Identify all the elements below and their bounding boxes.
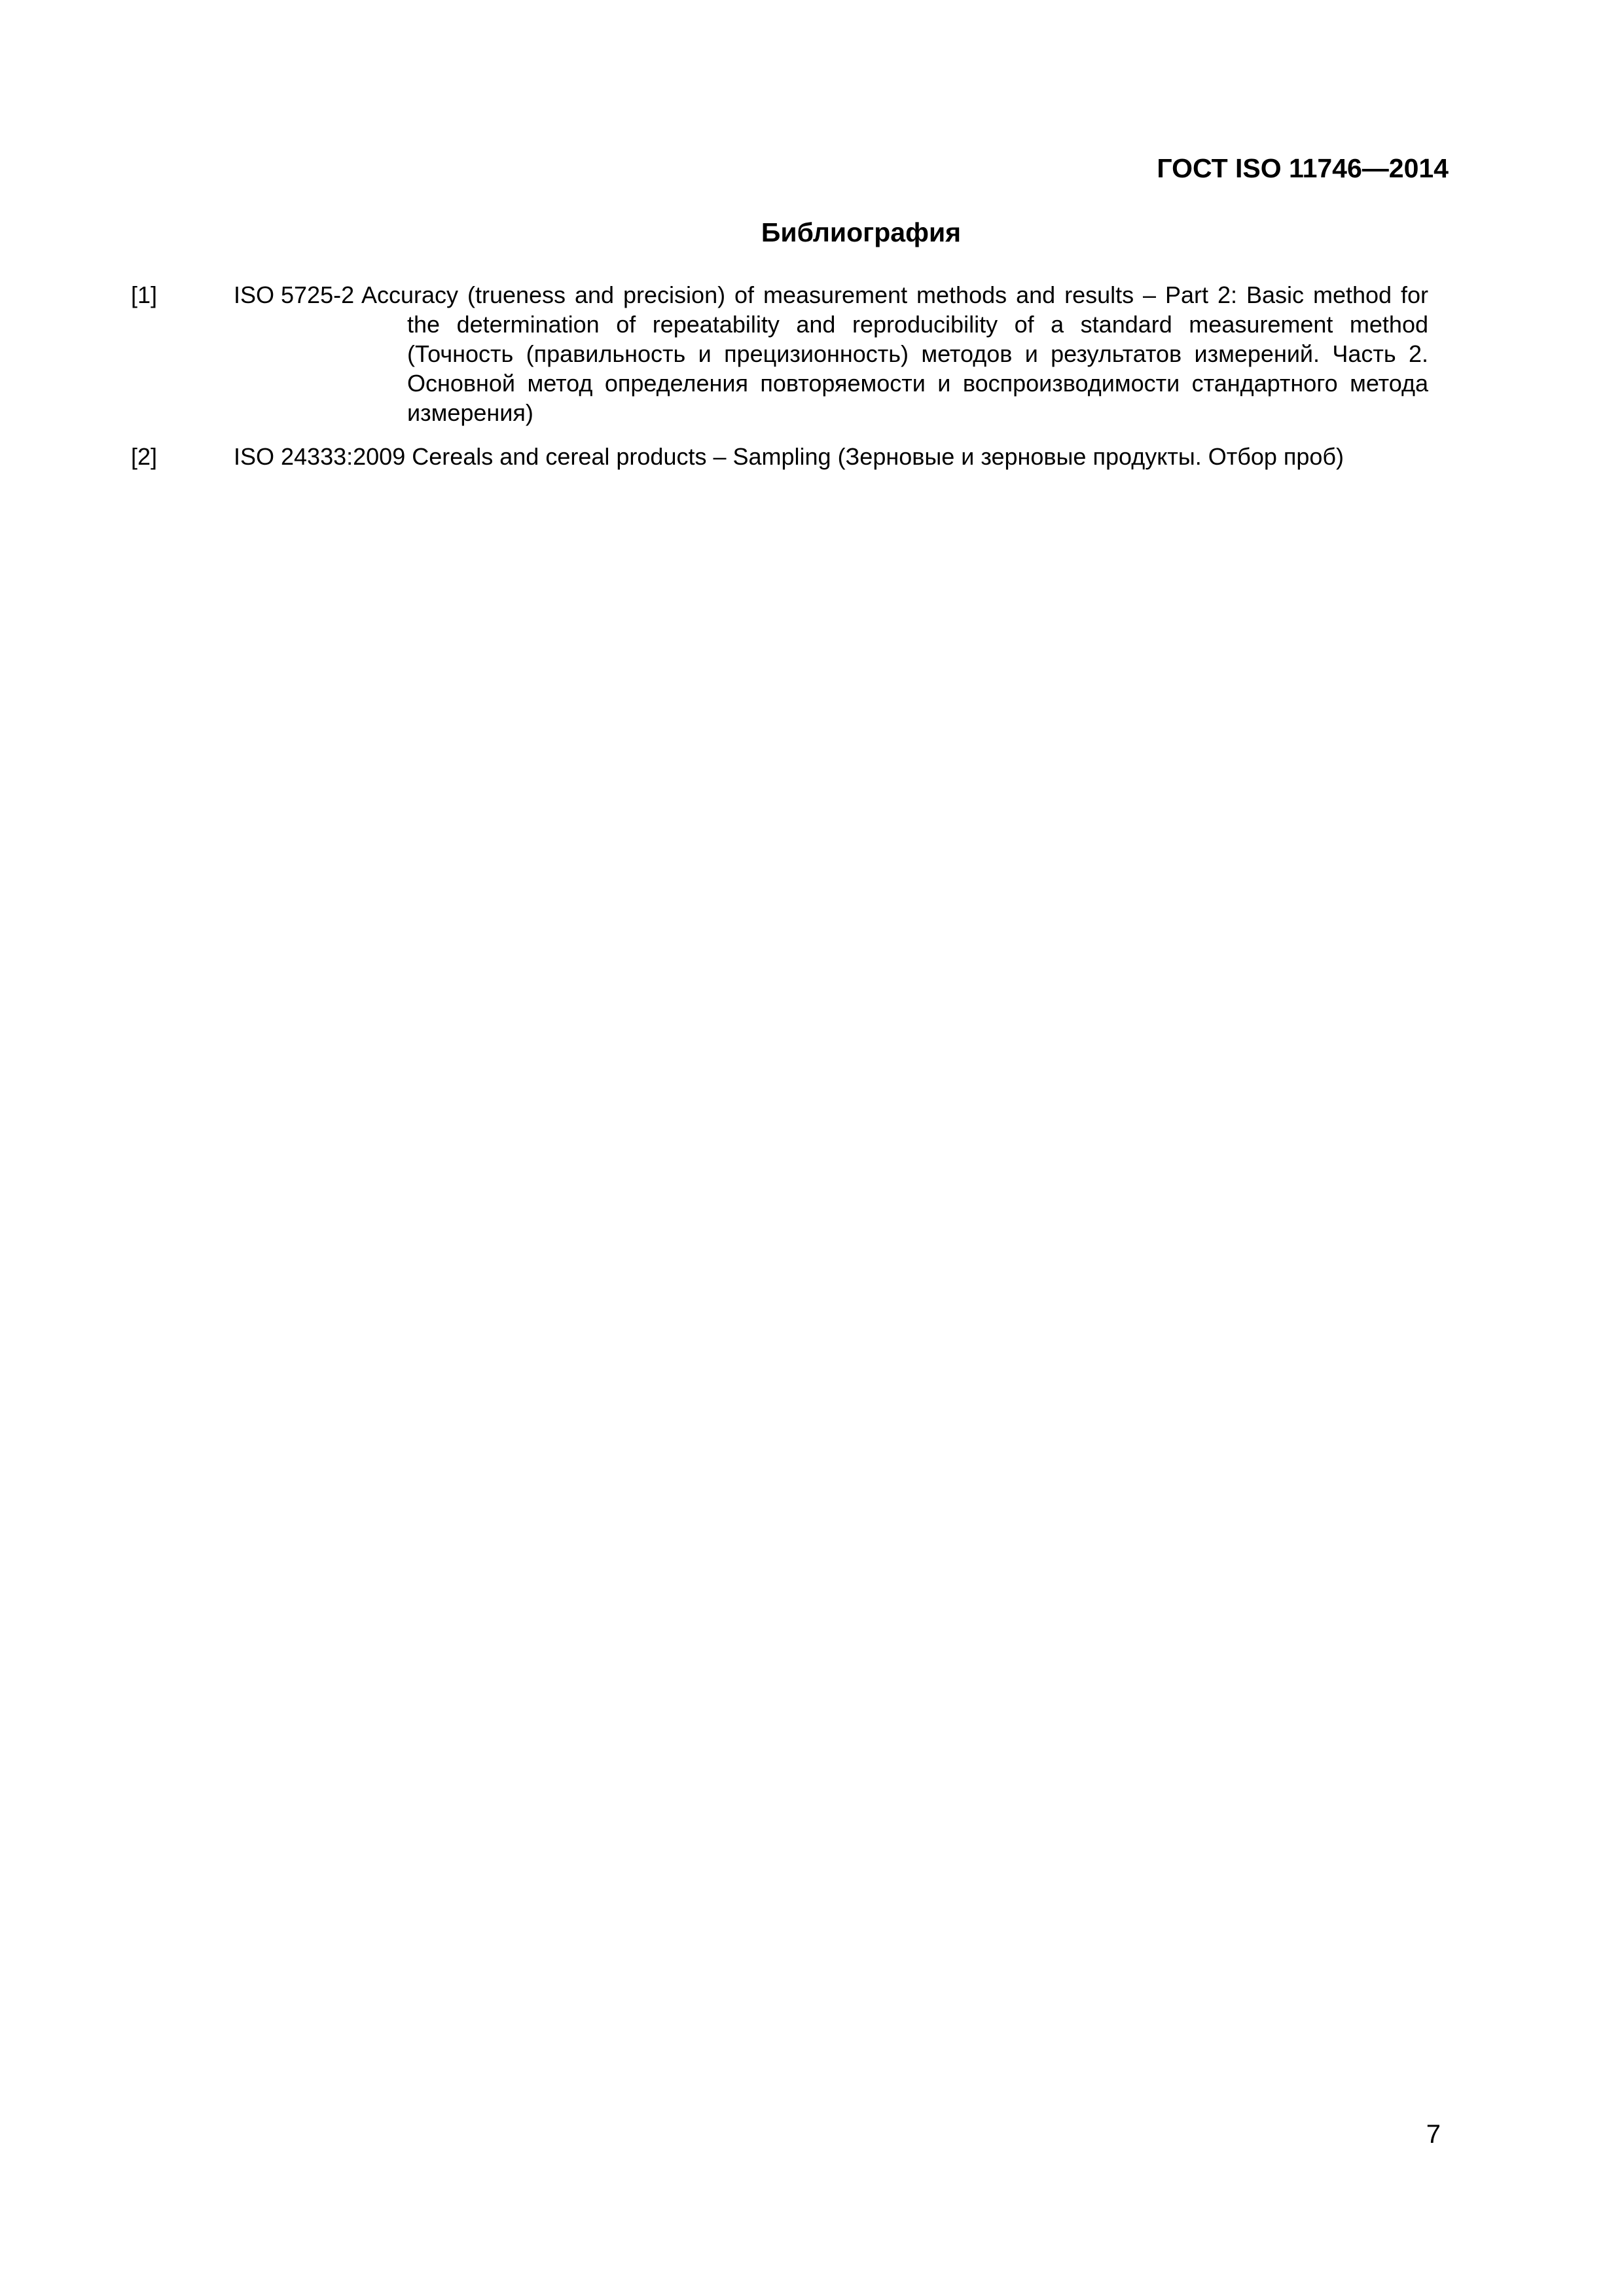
document-code: ГОСТ ISO 11746—2014 — [1157, 153, 1449, 183]
entry-text-body: Accuracy (trueness and precision) of measurement methods and results – Part 2: Basic method for the determination of repeatability and reproducibility of a standard measurement method (Точность (правильность и прецизионность) методов и результатов измерений. Часть 2. Основной метод определения повторяемости и воспроизводимости стандартного метода измерения) — [361, 281, 1428, 426]
entry-text: ISO 24333:2009 Cereals and cereal products – Sampling (Зерновые и зерновые продукты. Отбор проб) — [234, 443, 1344, 470]
entry-number: [2] — [131, 443, 158, 470]
bibliography-entry — [131, 280, 1428, 427]
bibliography-list — [131, 280, 1428, 486]
entry-reference: ISO 5725-2 — [234, 281, 355, 308]
entry-text — [361, 280, 1428, 427]
page-title: Библиография — [761, 217, 962, 247]
bibliography-entry — [131, 442, 1428, 471]
page-number: 7 — [1426, 2120, 1441, 2149]
entry-number: [1] — [131, 281, 158, 308]
